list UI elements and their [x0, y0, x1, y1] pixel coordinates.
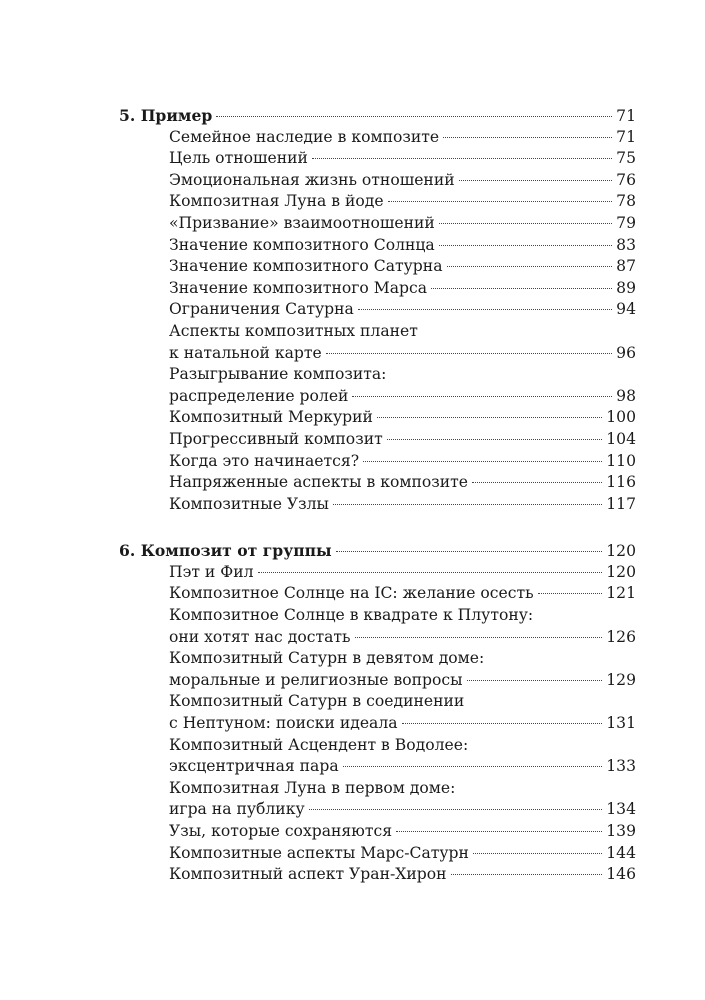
dot-leader — [377, 417, 602, 418]
entry-page-number: 117 — [606, 494, 636, 513]
entry-title: Значение композитного Марса — [169, 278, 428, 297]
entry-title: Пэт и Фил — [169, 562, 254, 581]
entry-last-line — [119, 343, 636, 365]
entry-title: Семейное наследие в композите — [169, 127, 440, 146]
dot-leader — [336, 551, 603, 552]
dot-leader — [396, 831, 602, 832]
entry-title: эксцентричная пара — [169, 757, 339, 776]
dot-leader — [358, 309, 612, 310]
dot-leader — [363, 461, 602, 462]
toc-section — [119, 540, 636, 886]
dot-leader — [459, 180, 613, 181]
entry-page-number: 75 — [616, 149, 636, 168]
entry-page-number: 120 — [606, 562, 636, 581]
toc-entry-multiline[interactable] — [119, 691, 636, 734]
table-of-contents — [119, 105, 636, 886]
dot-leader — [439, 223, 612, 224]
entry-title-line: Композитная Луна в первом доме: — [169, 778, 456, 797]
toc-entry[interactable] — [119, 494, 636, 516]
dot-leader — [388, 201, 613, 202]
entry-title: распределение ролей — [169, 386, 349, 405]
section-heading-line[interactable] — [119, 105, 636, 127]
entry-page-number: 133 — [606, 757, 636, 776]
entry-page-number: 96 — [616, 343, 636, 362]
entry-page-number: 87 — [616, 257, 636, 276]
entry-title-line: Композитный Асцендент в Водолее: — [169, 735, 469, 754]
entry-title: Напряженные аспекты в композите — [169, 473, 468, 492]
dot-leader — [473, 853, 602, 854]
entry-title-line: Композитный Сатурн в девятом доме: — [169, 649, 485, 668]
entry-page-number: 139 — [606, 822, 636, 840]
entry-title: Цель отношений — [169, 149, 308, 168]
entry-title: Когда это начинается? — [169, 451, 360, 470]
section-title: 6. Композит от группы — [119, 541, 332, 561]
entry-title-line: Композитное Солнце в квадрате к Плутону: — [169, 606, 534, 625]
section-page-number: 71 — [616, 107, 636, 125]
toc-entry[interactable] — [119, 472, 636, 494]
toc-entry[interactable] — [119, 583, 636, 605]
entry-title: Композитный аспект Уран-Хирон — [169, 865, 447, 884]
dot-leader — [333, 504, 602, 505]
dot-leader — [472, 482, 602, 483]
toc-entry[interactable] — [119, 170, 636, 192]
entry-page-number: 78 — [616, 192, 636, 211]
entry-title: Значение композитного Сатурна — [169, 257, 443, 276]
entry-title: Композитные Узлы — [169, 494, 329, 513]
entry-title: они хотят нас достать — [169, 627, 351, 646]
entry-page-number: 146 — [606, 865, 636, 884]
entry-last-line — [119, 799, 636, 821]
toc-entry[interactable] — [119, 407, 636, 429]
entry-page-number: 94 — [616, 300, 636, 319]
entry-last-line — [119, 386, 636, 408]
dot-leader — [447, 266, 613, 267]
dot-leader — [538, 593, 603, 594]
toc-entry[interactable] — [119, 429, 636, 451]
entry-title: Значение композитного Солнца — [169, 235, 435, 254]
entry-title: к натальной карте — [169, 343, 322, 362]
entry-page-number: 100 — [606, 408, 636, 427]
entry-page-number: 131 — [606, 714, 636, 733]
entry-title-line: Разыгрывание композита: — [169, 365, 387, 384]
entry-page-number: 126 — [606, 627, 636, 646]
entry-page-number: 129 — [606, 670, 636, 689]
entry-title-line: Композитный Сатурн в соединении — [169, 692, 465, 711]
entry-last-line — [119, 627, 636, 649]
toc-entry-multiline[interactable] — [119, 735, 636, 778]
entry-title: Ограничения Сатурна — [169, 300, 354, 319]
entry-page-number: 71 — [616, 127, 636, 146]
entry-title: Эмоциональная жизнь отношений — [169, 170, 455, 189]
dot-leader — [402, 723, 603, 724]
toc-section — [119, 105, 636, 515]
entry-title: игра на публику — [169, 800, 305, 819]
toc-entry[interactable] — [119, 562, 636, 584]
toc-entry[interactable] — [119, 843, 636, 865]
entry-last-line — [119, 756, 636, 778]
toc-entry[interactable] — [119, 864, 636, 886]
dot-leader — [352, 396, 612, 397]
entry-page-number: 98 — [616, 386, 636, 405]
toc-entry-multiline[interactable] — [119, 778, 636, 821]
dot-leader — [309, 809, 603, 810]
dot-leader — [355, 637, 603, 638]
dot-leader — [431, 288, 612, 289]
entry-page-number: 134 — [606, 800, 636, 819]
dot-leader — [216, 116, 612, 117]
section-page-number: 120 — [606, 542, 636, 561]
entry-title: Композитное Солнце на IC: желание осесть — [169, 584, 534, 603]
section-title: 5. Пример — [119, 106, 213, 125]
toc-entry[interactable] — [119, 213, 636, 235]
toc-entry[interactable] — [119, 278, 636, 300]
dot-leader — [387, 439, 603, 440]
toc-entry-multiline[interactable] — [119, 605, 636, 648]
entry-page-number: 76 — [616, 170, 636, 189]
entry-title: «Призвание» взаимоотношений — [169, 213, 435, 232]
entry-title: Композитная Луна в йоде — [169, 192, 384, 211]
entry-page-number: 89 — [616, 278, 636, 297]
entry-last-line — [119, 713, 636, 735]
entry-title: Прогрессивный композит — [169, 429, 383, 448]
dot-leader — [451, 874, 603, 875]
entry-title: с Нептуном: поиски идеала — [169, 714, 398, 733]
dot-leader — [326, 353, 612, 354]
toc-entry[interactable] — [119, 235, 636, 257]
toc-entry[interactable] — [119, 127, 636, 149]
entry-page-number: 104 — [606, 429, 636, 448]
entry-last-line — [119, 670, 636, 692]
entry-title-line: Аспекты композитных планет — [169, 321, 418, 340]
entry-page-number: 121 — [606, 584, 636, 603]
entry-page-number: 79 — [616, 213, 636, 232]
toc-entry[interactable] — [119, 191, 636, 213]
toc-entry-multiline[interactable] — [119, 364, 636, 407]
dot-leader — [467, 680, 603, 681]
dot-leader — [343, 766, 603, 767]
entry-page-number: 83 — [616, 235, 636, 254]
dot-leader — [312, 158, 612, 159]
toc-entry[interactable] — [119, 821, 636, 843]
entry-title: Композитные аспекты Марс-Сатурн — [169, 843, 469, 862]
dot-leader — [439, 245, 612, 246]
entry-title: Узы, которые сохраняются — [169, 822, 393, 840]
dot-leader — [258, 572, 603, 573]
entry-title: Композитный Меркурий — [169, 408, 373, 427]
entry-page-number: 110 — [606, 451, 636, 470]
entry-title: моральные и религиозные вопросы — [169, 670, 463, 689]
toc-entry-multiline[interactable] — [119, 321, 636, 364]
entry-page-number: 116 — [606, 473, 636, 492]
toc-entry[interactable] — [119, 299, 636, 321]
toc-entry[interactable] — [119, 256, 636, 278]
toc-entry-multiline[interactable] — [119, 648, 636, 691]
toc-entry[interactable] — [119, 451, 636, 473]
section-heading-line[interactable] — [119, 540, 636, 562]
dot-leader — [443, 137, 612, 138]
entry-page-number: 144 — [606, 843, 636, 862]
toc-entry[interactable] — [119, 148, 636, 170]
